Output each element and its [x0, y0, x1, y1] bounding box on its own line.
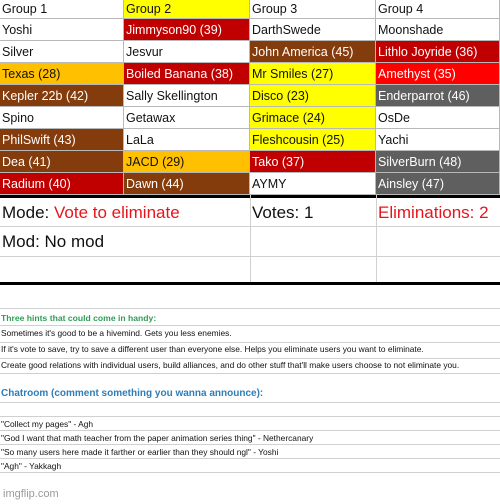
- player-cell: Amethyst (35): [376, 63, 500, 85]
- mode-label: Mode:: [2, 203, 50, 222]
- player-cell: Kepler 22b (42): [0, 85, 124, 107]
- player-cell: Ainsley (47): [376, 173, 500, 195]
- player-cell: PhilSwift (43): [0, 129, 124, 151]
- mod-status: Mod: No mod: [2, 232, 105, 251]
- row-divider: [0, 358, 500, 359]
- header-group-2: Group 2: [124, 0, 250, 19]
- mode-indicator: [2, 202, 180, 224]
- player-cell: Tako (37): [250, 151, 376, 173]
- row-divider: [0, 308, 500, 309]
- chat-message: "God I want that math teacher from the paper animation series thing" - Nethercanary: [1, 433, 314, 443]
- separator-line: [0, 282, 500, 285]
- chat-message: "So many users here made it farther or earlier than they should ngl" - Yoshi: [1, 447, 279, 457]
- player-cell: Silver: [0, 41, 124, 63]
- player-cell: Radium (40): [0, 173, 124, 195]
- mode-value: Vote to eliminate: [53, 203, 180, 222]
- player-cell: Lithlo Joyride (36): [376, 41, 500, 63]
- row-divider: [0, 325, 500, 326]
- row-divider: [0, 373, 500, 374]
- player-cell: SilverBurn (48): [376, 151, 500, 173]
- player-cell: Yachi: [376, 129, 500, 151]
- row-divider: [0, 342, 500, 343]
- player-cell: Yoshi: [0, 19, 124, 41]
- column-divider: [250, 195, 251, 283]
- player-cell: Mr Smiles (27): [250, 63, 376, 85]
- row-divider: [0, 430, 500, 431]
- chat-message: "Collect my pages" - Agh: [1, 419, 94, 429]
- player-cell: Enderparrot (46): [376, 85, 500, 107]
- player-cell: Dea (41): [0, 151, 124, 173]
- header-group-4: Group 4: [376, 0, 500, 19]
- hints-title: Three hints that could come in handy:: [1, 313, 157, 323]
- row-divider: [0, 458, 500, 459]
- player-cell: AYMY: [250, 173, 376, 195]
- row-divider: [0, 402, 500, 403]
- player-cell: Moonshade: [376, 19, 500, 41]
- row-divider: [0, 472, 500, 473]
- column-divider: [376, 195, 377, 283]
- player-cell: Jesvur: [124, 41, 250, 63]
- player-cell: Dawn (44): [124, 173, 250, 195]
- player-cell: LaLa: [124, 129, 250, 151]
- chatroom-title: Chatroom (comment something you wanna announce):: [1, 388, 264, 399]
- row-divider: [0, 444, 500, 445]
- player-cell: Sally Skellington: [124, 85, 250, 107]
- header-group-3: Group 3: [250, 0, 376, 19]
- player-cell: Texas (28): [0, 63, 124, 85]
- player-cell: Grimace (24): [250, 107, 376, 129]
- player-cell: John America (45): [250, 41, 376, 63]
- player-cell: Boiled Banana (38): [124, 63, 250, 85]
- row-divider: [0, 226, 500, 227]
- eliminations-count: Eliminations: 2: [378, 203, 489, 222]
- chat-message: "Agh" - Yakkagh: [1, 461, 62, 471]
- hint-line: If it's vote to save, try to save a different user than everyone else. Helps you eliminate users you want to eliminate.: [1, 344, 424, 354]
- row-divider: [0, 256, 500, 257]
- player-cell: Fleshcousin (25): [250, 129, 376, 151]
- player-cell: Disco (23): [250, 85, 376, 107]
- hint-line: Create good relations with individual users, build alliances, and do other stuff that'll make users choose to not eliminate you.: [1, 360, 460, 370]
- row-divider: [0, 416, 500, 417]
- watermark: imgflip.com: [3, 488, 59, 500]
- votes-count: Votes: 1: [252, 203, 314, 222]
- player-cell: JACD (29): [124, 151, 250, 173]
- hint-line: Sometimes it's good to be a hivemind. Gets you less enemies.: [1, 328, 232, 338]
- player-cell: Jimmyson90 (39): [124, 19, 250, 41]
- player-cell: Getawax: [124, 107, 250, 129]
- header-group-1: Group 1: [0, 0, 124, 19]
- player-cell: DarthSwede: [250, 19, 376, 41]
- player-cell: Spino: [0, 107, 124, 129]
- player-cell: OsDe: [376, 107, 500, 129]
